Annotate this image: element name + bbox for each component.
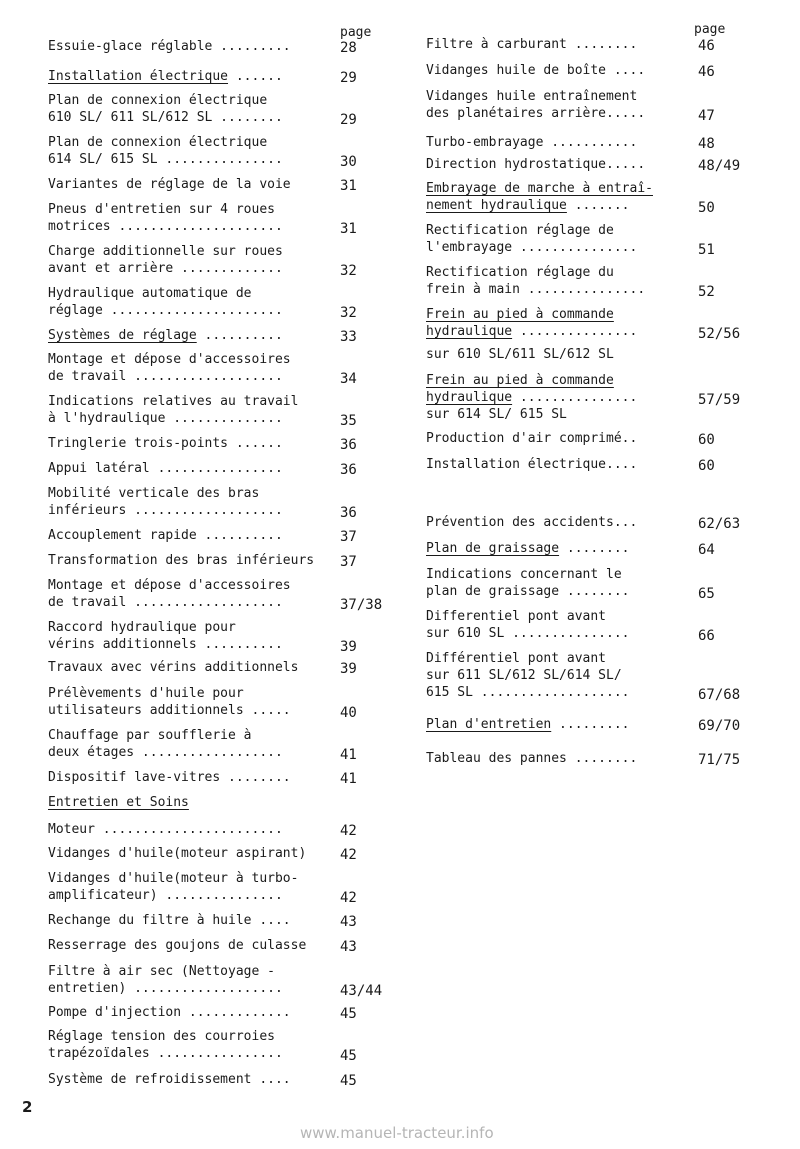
toc-entry <box>48 963 383 999</box>
toc-entry-page: 43 <box>340 939 357 955</box>
toc-entry-page: 67/68 <box>698 687 741 703</box>
toc-entry-line: Filtre à air sec (Nettoyage - <box>48 964 275 979</box>
toc-entry-line: Indications concernant le <box>426 567 622 582</box>
toc-entry <box>48 937 357 955</box>
page-column-header: page <box>340 25 372 40</box>
toc-entry <box>48 485 357 521</box>
toc-entry <box>426 456 715 474</box>
toc-entry <box>48 769 357 787</box>
toc-entry-line: Rectification réglage du <box>426 265 614 280</box>
toc-entry-line: Variantes de réglage de la voie <box>48 177 291 192</box>
toc-entry-line: Chauffage par soufflerie à <box>48 728 252 743</box>
toc-entry-line: sur 611 SL/612 SL/614 SL/ <box>426 668 622 683</box>
toc-entry-line: Raccord hydraulique pour <box>48 620 236 635</box>
toc-entry <box>48 285 357 321</box>
toc-entry-line: Prévention des accidents... <box>426 515 638 530</box>
toc-entry <box>48 794 189 811</box>
toc-entry-line: des planétaires arrière..... <box>426 106 646 121</box>
toc-entry-line: Charge additionnelle sur roues <box>48 244 283 259</box>
toc-entry-line: Différentiel pont avant <box>426 651 607 666</box>
toc-entry-line: Transformation des bras inférieurs <box>48 553 315 568</box>
toc-entry-line: de travail ................... <box>48 595 283 610</box>
toc-entry-page: 46 <box>698 38 715 54</box>
toc-entry-line: Montage et dépose d'accessoires <box>48 578 291 593</box>
toc-entry-line: Entretien et Soins <box>48 795 189 810</box>
watermark: www.manuel-tracteur.info <box>300 1124 494 1142</box>
toc-entry-line: Système de refroidissement .... <box>48 1072 291 1087</box>
toc-entry-line: Tringlerie trois-points ...... <box>48 436 283 451</box>
toc-entry-page: 57/59 <box>698 392 741 408</box>
toc-entry <box>426 156 741 174</box>
toc-entry-line: Réglage tension des courroies <box>48 1029 275 1044</box>
toc-entry <box>426 372 741 423</box>
toc-entry <box>426 180 715 216</box>
toc-entry <box>48 435 357 453</box>
toc-entry <box>426 36 715 54</box>
toc-entry-line: Direction hydrostatique..... <box>426 157 646 172</box>
toc-entry-page: 29 <box>340 70 357 86</box>
toc-entry-line: Vidanges huile entraînement <box>426 89 638 104</box>
toc-entry-page: 42 <box>340 890 357 906</box>
toc-entry-line: Tableau des pannes ........ <box>426 751 638 766</box>
toc-entry-page: 43/44 <box>340 983 383 999</box>
toc-entry <box>48 727 357 763</box>
toc-entry-line: hydraulique ............... <box>426 390 638 405</box>
toc-entry <box>426 750 741 768</box>
toc-entry <box>426 540 715 558</box>
toc-entry-line: sur 610 SL ............... <box>426 626 630 641</box>
toc-entry-line: Accouplement rapide .......... <box>48 528 283 543</box>
toc-entry-line: utilisateurs additionnels ..... <box>48 703 291 718</box>
toc-entry-line: Mobilité verticale des bras <box>48 486 260 501</box>
toc-entry-line: deux étages .................. <box>48 745 283 760</box>
toc-entry <box>426 222 715 258</box>
toc-entry-page: 42 <box>340 823 357 839</box>
toc-entry <box>426 134 715 152</box>
toc-entry <box>48 327 357 345</box>
toc-entry <box>426 88 715 124</box>
toc-entry-page: 29 <box>340 112 357 128</box>
toc-entry <box>48 243 357 279</box>
toc-entry <box>48 68 357 86</box>
toc-entry-line: Plan de connexion électrique <box>48 135 268 150</box>
toc-entry-page: 46 <box>698 64 715 80</box>
toc-entry <box>48 845 357 863</box>
toc-entry-line: vérins additionnels .......... <box>48 637 283 652</box>
toc-entry <box>48 552 357 570</box>
toc-entry <box>48 527 357 545</box>
toc-entry <box>48 1028 357 1064</box>
toc-entry-line: entretien) ................... <box>48 981 283 996</box>
toc-entry-line: Prélèvements d'huile pour <box>48 686 244 701</box>
toc-entry-line: hydraulique ............... <box>426 324 638 339</box>
toc-entry-page: 47 <box>698 108 715 124</box>
toc-entry-page: 32 <box>340 263 357 279</box>
toc-entry-line: Frein au pied à commande <box>426 307 614 322</box>
toc-entry-line: motrices ..................... <box>48 219 283 234</box>
toc-entry <box>426 514 741 532</box>
toc-entry-page: 60 <box>698 458 715 474</box>
toc-entry-page: 31 <box>340 178 357 194</box>
toc-entry-line: Indications relatives au travail <box>48 394 299 409</box>
toc-entry-line: de travail ................... <box>48 369 283 384</box>
toc-entry-line: Essuie-glace réglable ......... <box>48 39 291 54</box>
toc-entry <box>426 430 715 448</box>
toc-entry-page: 69/70 <box>698 718 741 734</box>
toc-entry <box>48 393 357 429</box>
toc-entry-page: 36 <box>340 505 357 521</box>
toc-entry-line: Plan d'entretien ......... <box>426 717 630 732</box>
toc-entry <box>426 566 715 602</box>
toc-entry-page: 71/75 <box>698 752 741 768</box>
toc-entry-line: Plan de connexion électrique <box>48 93 268 108</box>
page-column-header: page <box>694 22 726 37</box>
toc-entry-line: Hydraulique automatique de <box>48 286 252 301</box>
toc-entry <box>426 716 741 734</box>
toc-entry <box>48 351 357 387</box>
toc-entry <box>48 134 357 170</box>
toc-entry <box>426 346 614 363</box>
toc-entry-line: Resserrage des goujons de culasse <box>48 938 307 953</box>
toc-entry-page: 52 <box>698 284 715 300</box>
toc-entry-line: Systèmes de réglage .......... <box>48 328 283 343</box>
toc-entry-line: sur 614 SL/ 615 SL <box>426 407 567 422</box>
toc-entry-page: 41 <box>340 747 357 763</box>
toc-entry-line: réglage ...................... <box>48 303 283 318</box>
toc-entry <box>426 650 741 703</box>
toc-entry-line: inférieurs ................... <box>48 503 283 518</box>
toc-entry-page: 45 <box>340 1006 357 1022</box>
toc-entry-line: plan de graissage ........ <box>426 584 630 599</box>
toc-entry <box>48 1071 357 1089</box>
toc-entry-line: Rechange du filtre à huile .... <box>48 913 291 928</box>
toc-entry <box>48 821 357 839</box>
toc-entry-page: 37 <box>340 529 357 545</box>
toc-entry-page: 52/56 <box>698 326 741 342</box>
toc-entry-line: Production d'air comprimé.. <box>426 431 638 446</box>
toc-entry <box>48 176 357 194</box>
toc-entry <box>48 659 357 677</box>
toc-entry-line: nement hydraulique ....... <box>426 198 630 213</box>
toc-entry-page: 39 <box>340 661 357 677</box>
toc-entry-line: Vidanges d'huile(moteur aspirant) <box>48 846 307 861</box>
page-number: 2 <box>22 1098 33 1116</box>
toc-entry <box>48 912 357 930</box>
toc-entry-line: Rectification réglage de <box>426 223 614 238</box>
toc-entry-line: Installation électrique.... <box>426 457 638 472</box>
toc-entry-page: 42 <box>340 847 357 863</box>
toc-entry-page: 36 <box>340 462 357 478</box>
toc-entry-line: Vidanges huile de boîte .... <box>426 63 646 78</box>
toc-entry-line: 614 SL/ 615 SL ............... <box>48 152 283 167</box>
toc-entry-page: 62/63 <box>698 516 741 532</box>
toc-entry-page: 48 <box>698 136 715 152</box>
toc-entry-line: Montage et dépose d'accessoires <box>48 352 291 367</box>
toc-entry <box>48 38 357 56</box>
toc-entry-page: 31 <box>340 221 357 237</box>
toc-entry-page: 36 <box>340 437 357 453</box>
toc-entry-line: avant et arrière ............. <box>48 261 283 276</box>
toc-entry <box>48 1004 357 1022</box>
toc-entry-line: 615 SL ................... <box>426 685 630 700</box>
toc-entry <box>48 92 357 128</box>
toc-entry-page: 45 <box>340 1073 357 1089</box>
toc-entry-page: 39 <box>340 639 357 655</box>
toc-entry-line: Frein au pied à commande <box>426 373 614 388</box>
toc-entry-line: Pneus d'entretien sur 4 roues <box>48 202 275 217</box>
toc-entry <box>426 608 715 644</box>
toc-entry-page: 41 <box>340 771 357 787</box>
toc-entry-page: 40 <box>340 705 357 721</box>
toc-entry-line: Installation électrique ...... <box>48 69 283 84</box>
toc-entry-page: 32 <box>340 305 357 321</box>
toc-entry-page: 45 <box>340 1048 357 1064</box>
toc-entry <box>48 460 357 478</box>
toc-entry-line: Plan de graissage ........ <box>426 541 630 556</box>
toc-entry <box>426 306 741 342</box>
toc-entry-line: 610 SL/ 611 SL/612 SL ........ <box>48 110 283 125</box>
toc-entry <box>48 619 357 655</box>
toc-entry-line: l'embrayage ............... <box>426 240 638 255</box>
toc-entry-line: Turbo-embrayage ........... <box>426 135 638 150</box>
toc-entry-page: 37 <box>340 554 357 570</box>
toc-entry-line: à l'hydraulique .............. <box>48 411 283 426</box>
toc-entry <box>48 577 383 613</box>
toc-entry-page: 65 <box>698 586 715 602</box>
toc-entry <box>48 685 357 721</box>
toc-entry-page: 48/49 <box>698 158 741 174</box>
toc-entry-line: Differentiel pont avant <box>426 609 607 624</box>
toc-entry <box>426 62 715 80</box>
toc-entry-line: Dispositif lave-vitres ........ <box>48 770 291 785</box>
toc-entry-page: 51 <box>698 242 715 258</box>
toc-entry-line: Vidanges d'huile(moteur à turbo- <box>48 871 299 886</box>
toc-entry-page: 30 <box>340 154 357 170</box>
toc-entry-line: Pompe d'injection ............. <box>48 1005 291 1020</box>
toc-entry-page: 43 <box>340 914 357 930</box>
toc-entry-line: Moteur ....................... <box>48 822 283 837</box>
toc-entry <box>48 870 357 906</box>
toc-entry-line: Appui latéral ................ <box>48 461 283 476</box>
toc-entry-line: sur 610 SL/611 SL/612 SL <box>426 347 614 362</box>
toc-entry <box>426 264 715 300</box>
toc-entry-page: 35 <box>340 413 357 429</box>
toc-entry-line: frein à main ............... <box>426 282 646 297</box>
toc-entry-line: Travaux avec vérins additionnels <box>48 660 299 675</box>
toc-entry-page: 33 <box>340 329 357 345</box>
toc-entry-line: trapézoïdales ................ <box>48 1046 283 1061</box>
toc-entry-page: 28 <box>340 40 357 56</box>
toc-entry-page: 64 <box>698 542 715 558</box>
toc-entry <box>48 201 357 237</box>
toc-entry-page: 34 <box>340 371 357 387</box>
toc-entry-line: amplificateur) ............... <box>48 888 283 903</box>
toc-entry-page: 50 <box>698 200 715 216</box>
toc-entry-page: 37/38 <box>340 597 383 613</box>
toc-entry-line: Filtre à carburant ........ <box>426 37 638 52</box>
toc-entry-line: Embrayage de marche à entraî- <box>426 181 653 196</box>
toc-entry-page: 60 <box>698 432 715 448</box>
toc-entry-page: 66 <box>698 628 715 644</box>
